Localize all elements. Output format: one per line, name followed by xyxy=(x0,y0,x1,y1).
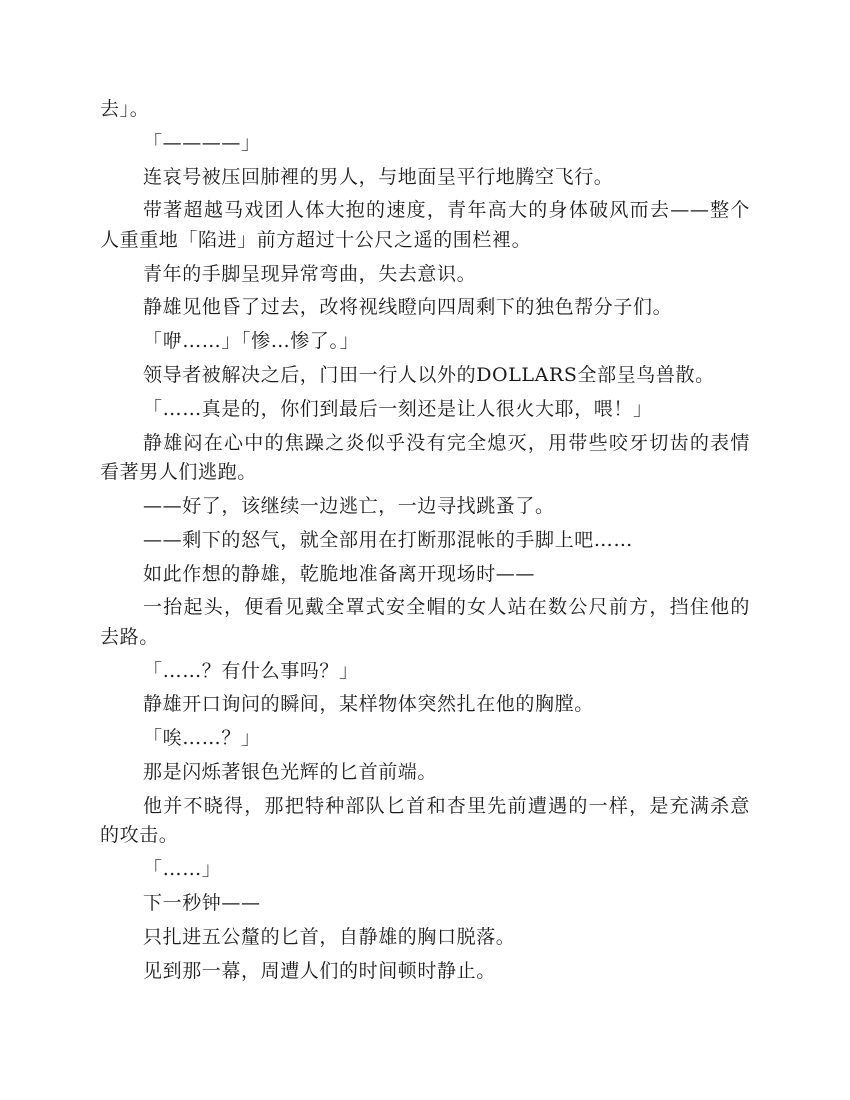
paragraph: 见到那一幕，周遭人们的时间顿时静止。 xyxy=(143,959,496,982)
paragraph: 「咿……」「惨…惨了。」 xyxy=(143,330,360,353)
paragraph: 静雄见他昏了过去，改将视线瞪向四周剩下的独色帮分子们。 xyxy=(143,296,673,319)
paragraph: 静雄开口询问的瞬间，某样物体突然扎在他的胸膛。 xyxy=(143,693,594,716)
paragraph: 青年的手脚呈现异常弯曲，失去意识。 xyxy=(143,262,477,285)
paragraph: 「……真是的，你们到最后一刻还是让人很火大耶，喂！」 xyxy=(143,397,653,420)
paragraph: 那是闪烁著银色光辉的匕首前端。 xyxy=(143,761,438,784)
paragraph: 「……」 xyxy=(143,858,222,881)
paragraph: 连哀号被压回肺裡的男人，与地面呈平行地腾空飞行。 xyxy=(143,165,614,188)
paragraph: 如此作想的静雄，乾脆地准备离开现场时—— xyxy=(143,562,536,585)
paragraph: 带著超越马戏团人体大抱的速度，青年高大的身体破风而去——整个人重重地「陷进」前方超过十公尺之遥的围栏裡。 xyxy=(100,199,750,251)
document-page xyxy=(100,95,750,990)
paragraph: 去」。 xyxy=(100,98,150,120)
paragraph: ——好了，该继续一边逃亡，一边寻找跳蚤了。 xyxy=(143,494,555,517)
paragraph: 「……？有什么事吗？」 xyxy=(143,659,359,682)
paragraph: ——剩下的怒气，就全部用在打断那混帐的手脚上吧…… xyxy=(143,528,634,551)
paragraph: 「————」 xyxy=(143,131,261,154)
paragraph: 他并不晓得，那把特种部队匕首和杏里先前遭遇的一样，是充满杀意的攻击。 xyxy=(100,794,750,847)
paragraph: 下一秒钟—— xyxy=(143,891,261,914)
paragraph: 领导者被解决之后，门田一行人以外的DOLLARS全部呈鸟兽散。 xyxy=(143,364,715,387)
paragraph: 「唉……？」 xyxy=(143,727,261,750)
paragraph: 一抬起头，便看见戴全罩式安全帽的女人站在数公尺前方，挡住他的去路。 xyxy=(100,596,750,648)
paragraph: 静雄闷在心中的焦躁之炎似乎没有完全熄灭，用带些咬牙切齿的表情看著男人们逃跑。 xyxy=(100,431,750,484)
paragraph: 只扎进五公釐的匕首，自静雄的胸口脱落。 xyxy=(143,925,516,948)
